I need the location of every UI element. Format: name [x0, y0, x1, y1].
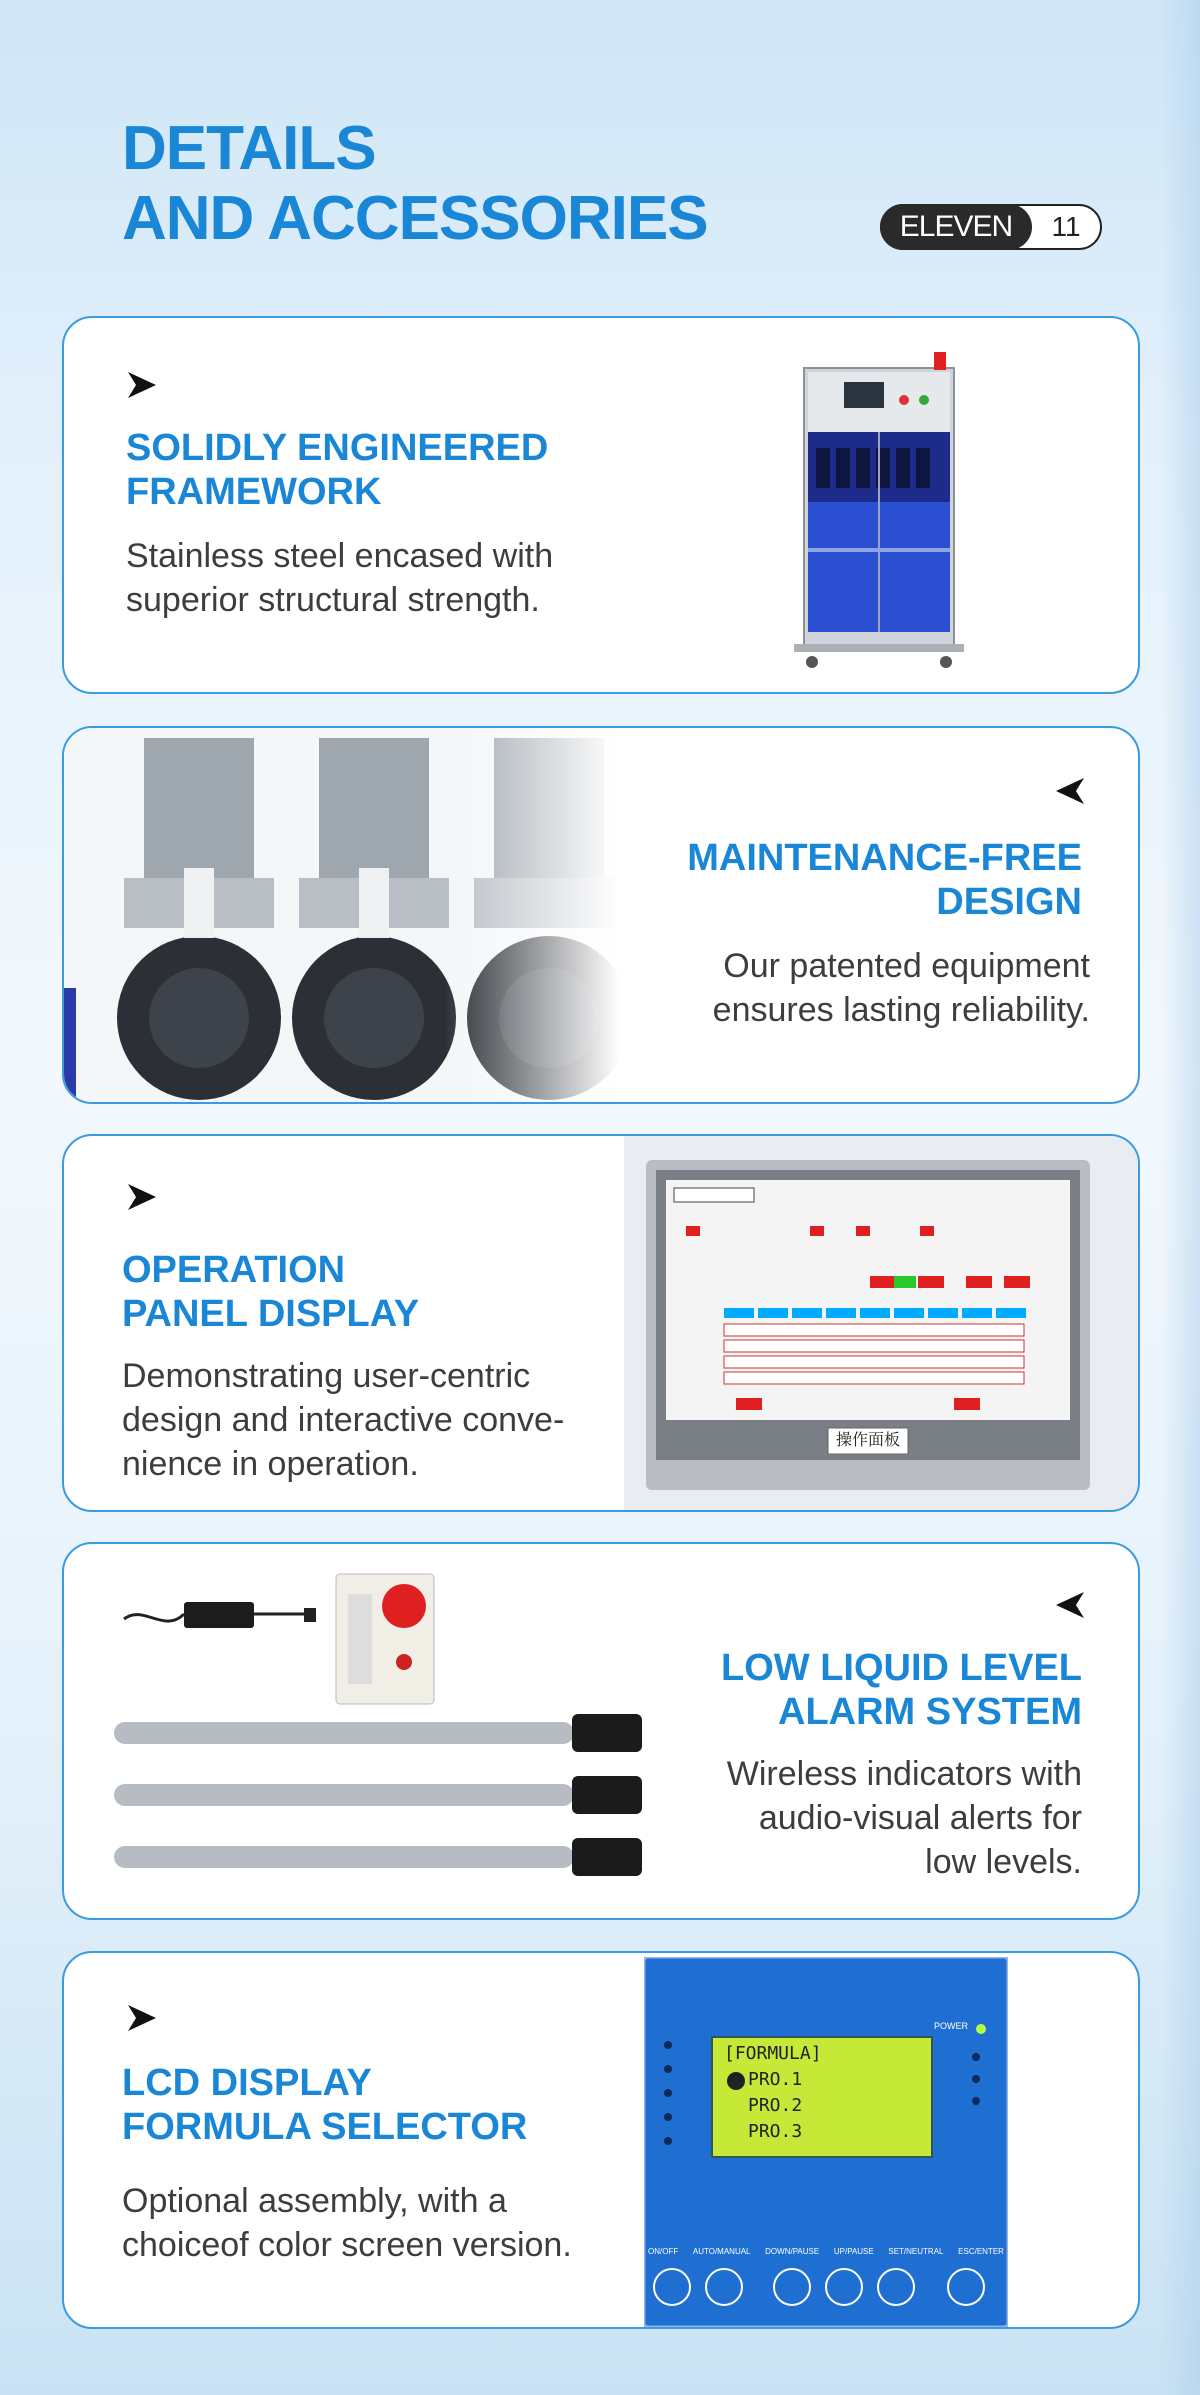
chevron-right-icon	[126, 1182, 158, 1212]
card-description: Stainless steel encased with superior structural strength.	[126, 537, 554, 619]
card-description: Wireless indicators with audio-visual alerts for low levels.	[726, 1755, 1082, 1881]
chevron-right-icon	[126, 2003, 158, 2033]
alarm-kit-image	[104, 1564, 664, 1904]
dosing-cabinet-image	[764, 348, 994, 678]
chevron-left-icon	[1054, 1590, 1086, 1620]
power-label: POWER	[934, 2021, 969, 2031]
feature-card-panel	[62, 1134, 1140, 1512]
page-title	[122, 114, 708, 254]
card-title: OPERATION PANEL DISPLAY	[122, 1249, 420, 1335]
card-title: MAINTENANCE-FREE DESIGN	[687, 837, 1082, 923]
card-description: Optional assembly, with a choiceof color screen version.	[122, 2182, 572, 2264]
chevron-left-icon	[1054, 776, 1086, 806]
card-description: Demonstrating user-centric design and interactive conve- nience in operation.	[122, 1357, 565, 1483]
badge-number: 11	[1051, 211, 1081, 242]
feature-card-lcd	[62, 1951, 1140, 2329]
card-title: LOW LIQUID LEVEL ALARM SYSTEM	[721, 1647, 1082, 1733]
panel-label: 操作面板	[835, 1432, 900, 1449]
lcd-button-labels: ON/OFF AUTO/MANUAL DOWN/PAUSE UP/PAUSE SET/NEUTRAL ESC/ENTER	[648, 2247, 1004, 2256]
feature-card-alarm	[62, 1542, 1140, 1920]
lcd-controller-image	[644, 1957, 1008, 2327]
card-title: SOLIDLY ENGINEERED FRAMEWORK	[126, 427, 549, 513]
image-fade	[444, 728, 664, 1104]
card-title: LCD DISPLAY FORMULA SELECTOR	[122, 2062, 528, 2148]
badge-label: ELEVEN	[880, 204, 1032, 250]
operation-panel-image	[624, 1136, 1140, 1512]
feature-card-maintenance	[62, 726, 1140, 1104]
feature-card-framework	[62, 316, 1140, 694]
chevron-right-icon	[126, 370, 158, 400]
page-title-line1: DETAILS	[122, 114, 376, 183]
page-title-line2: AND ACCESSORIES	[122, 184, 708, 253]
card-description: Our patented equipment ensures lasting reliability.	[712, 947, 1090, 1029]
lcd-screen: [FORMULA] PRO.1 PRO.2 PRO.3	[724, 2043, 822, 2142]
background-sky	[1160, 0, 1200, 2395]
section-badge	[880, 204, 1102, 250]
